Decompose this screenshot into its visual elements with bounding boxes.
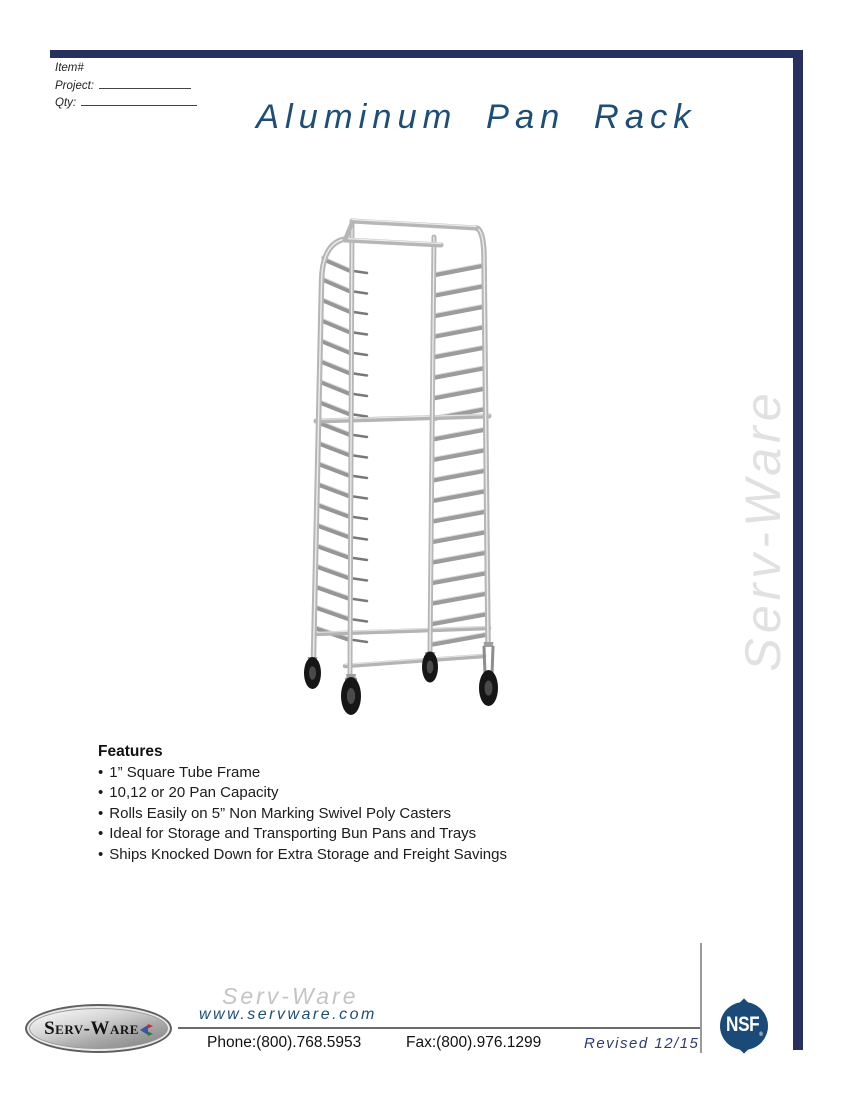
order-fields	[55, 60, 197, 112]
phone-number: Phone:(800).768.5953	[207, 1034, 362, 1051]
bullet-icon: •	[98, 845, 104, 863]
page-title: Aluminum Pan Rack	[256, 98, 697, 136]
product-image-pan-rack	[293, 207, 508, 722]
right-border-bar	[793, 50, 803, 1050]
logo-arrow-icon	[140, 1024, 153, 1036]
features-section	[98, 742, 618, 865]
qty-blank-line	[81, 94, 197, 106]
servware-logo-oval	[25, 1004, 172, 1053]
brand-script-text: Serv-Ware	[222, 983, 359, 1009]
footer-divider-line	[178, 1027, 700, 1029]
feature-item	[98, 824, 618, 844]
top-border-bar	[50, 50, 803, 58]
servware-logo-text: Serv-Ware	[44, 1018, 139, 1039]
bullet-icon: •	[98, 825, 104, 843]
feature-item	[98, 783, 618, 803]
footer-vertical-line	[700, 943, 702, 1053]
project-field	[55, 77, 197, 95]
features-heading: Features	[98, 743, 163, 760]
feature-item	[98, 804, 618, 824]
feature-item	[98, 845, 618, 865]
item-number-field	[55, 60, 197, 77]
bullet-icon: •	[98, 804, 104, 822]
feature-text: Rolls Easily on 5” Non Marking Swivel Poly Casters	[109, 804, 452, 822]
nsf-certification-badge	[720, 1002, 768, 1050]
item-number-label: Item#	[55, 62, 84, 74]
feature-text: 10,12 or 20 Pan Capacity	[109, 784, 279, 802]
feature-item	[98, 763, 618, 783]
feature-text: Ideal for Storage and Transporting Bun Pans and Trays	[109, 825, 477, 843]
bullet-icon: •	[98, 764, 104, 781]
fax-number: Fax:(800).976.1299	[406, 1034, 542, 1051]
website-link[interactable]: www.servware.com	[199, 1006, 377, 1023]
servware-watermark: Serv-Ware	[735, 388, 791, 672]
feature-text: 1” Square Tube Frame	[109, 764, 261, 781]
nsf-label: $NSF_®$	[725, 1012, 763, 1039]
revised-date: Revised 12/15	[584, 1035, 700, 1052]
qty-label: Qty:	[55, 97, 77, 109]
qty-field	[55, 94, 197, 112]
feature-text: Ships Knocked Down for Extra Storage and Freight Savings	[109, 845, 507, 863]
registered-mark: ®	[758, 1032, 763, 1039]
project-label: Project:	[55, 79, 94, 92]
project-blank-line	[99, 77, 191, 89]
bullet-icon: •	[98, 784, 104, 802]
